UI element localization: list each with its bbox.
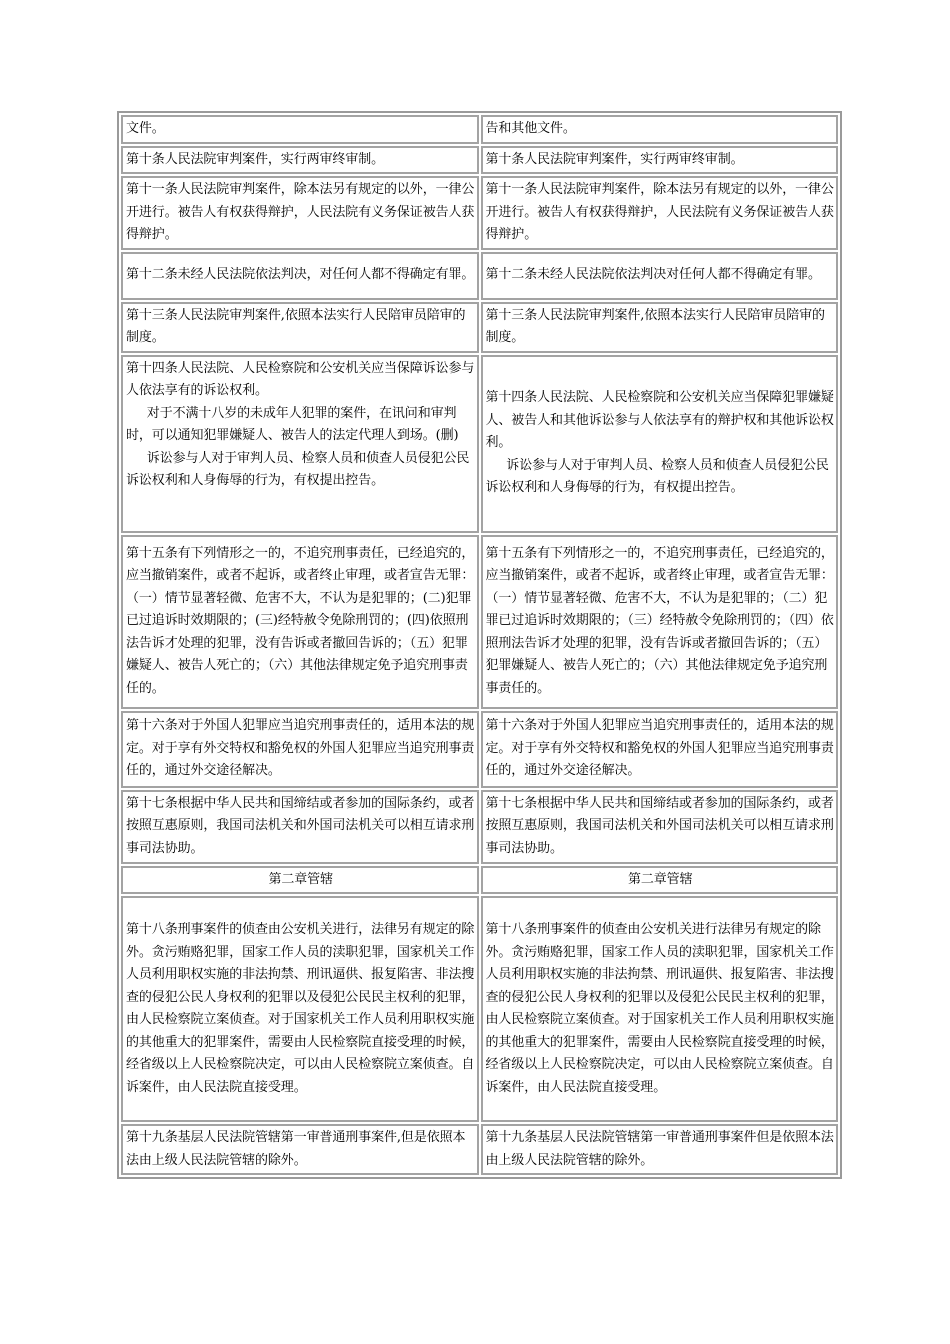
cell-text: 文件。 [126,121,165,136]
left-cell [121,896,479,1122]
cell-text: 第十六条对于外国人犯罪应当追究刑事责任的，适用本法的规定。对于享有外交特权和豁免权的外国人犯罪应当追究刑事责任的，通过外交途径解决。 [126,718,475,779]
table-row [121,790,838,864]
cell-text: 诉讼参与人对于审判人员、检察人员和侦查人员侵犯公民诉讼权利和人身侮辱的行为，有权提出控告。 [126,450,470,488]
cell-text: 第十五条有下列情形之一的，不追究刑事责任，已经追究的，应当撤销案件，或者不起诉，或者终止审理，或者宣告无罪：（一）情节显著轻微、危害不大，不认为是犯罪的；(二)犯罪已过追诉时效期限的；(三)经特赦令免除刑罚的；(四)依照刑法告诉才处理的犯罪，没有告诉或者撤回告诉的；（五）犯罪嫌疑人、被告人死亡的；（六）其他法律规定免予追究刑事责任的。 [126,545,475,696]
right-cell [481,866,839,895]
chapter-heading: 第二章管辖 [268,871,333,887]
cell-text: 第十八条刑事案件的侦查由公安机关进行法律另有规定的除外。贪污贿赂犯罪，国家工作人员的渎职犯罪，国家机关工作人员利用职权实施的非法拘禁、刑讯逼供、报复陷害、非法搜查的侵犯公民人身权利的犯罪以及侵犯公民民主权利的犯罪，由人民检察院立案侦查。对于国家机关工作人员利用职权实施的其他重大的犯罪案件，需要由人民检察院直接受理的时候，经省级以上人民检察院决定，可以由人民检察院立案侦查。自诉案件，由人民法院直接受理。 [485,922,834,1095]
right-cell [481,790,839,864]
left-cell [121,355,479,533]
cell-text: 第十一条人民法院审判案件，除本法另有规定的以外，一律公开进行。被告人有权获得辩护，人民法院有义务保证被告人获得辩护。 [485,182,834,242]
left-cell [121,302,479,353]
left-cell [121,866,479,895]
table-row [121,711,838,788]
cell-text: 第十三条人民法院审判案件,依照本法实行人民陪审员陪审的制度。 [126,307,466,345]
cell-text: 对于不满十八岁的未成年人犯罪的案件，在讯问和审判时，可以通知犯罪嫌疑人、被告人的法定代理人到场。(删) [126,405,459,443]
left-cell [121,535,479,709]
chapter-heading-row [121,866,838,895]
right-cell [481,302,839,353]
table-row [121,302,838,353]
table-row [121,252,838,300]
cell-text: 第十三条人民法院审判案件,依照本法实行人民陪审员陪审的制度。 [485,307,825,345]
left-cell [121,711,479,788]
cell-text: 第十七条根据中华人民共和国缔结或者参加的国际条约，或者按照互惠原则，我国司法机关和外国司法机关可以相互请求刑事司法协助。 [126,795,475,856]
left-cell [121,115,479,144]
cell-text: 第十一条人民法院审判案件，除本法另有规定的以外，一律公开进行。被告人有权获得辩护，人民法院有义务保证被告人获得辩护。 [126,182,475,242]
table-row [121,535,838,709]
cell-text: 第十七条根据中华人民共和国缔结或者参加的国际条约，或者按照互惠原则，我国司法机关和外国司法机关可以相互请求刑事司法协助。 [485,795,834,856]
left-cell [121,1124,479,1175]
cell-text: 诉讼参与人对于审判人员、检察人员和侦查人员侵犯公民诉讼权利和人身侮辱的行为，有权提出控告。 [485,457,829,496]
right-cell [481,535,839,709]
cell-text: 第十四条人民法院、人民检察院和公安机关应当保障诉讼参与人依法享有的诉讼权利。 [126,360,475,398]
chapter-heading: 第二章管辖 [627,871,693,887]
cell-text: 第十八条刑事案件的侦查由公安机关进行，法律另有规定的除外。贪污贿赂犯罪，国家工作人员的渎职犯罪，国家机关工作人员利用职权实施的非法拘禁、刑讯逼供、报复陷害、非法搜查的侵犯公民人身权利的犯罪以及侵犯公民民主权利的犯罪，由人民检察院立案侦查。对于国家机关工作人员利用职权实施的其他重大的犯罪案件，需要由人民检察院直接受理的时候，经省级以上人民检察院决定，可以由人民检察院立案侦查。自诉案件，由人民法院直接受理。 [126,922,475,1095]
cell-text: 第十五条有下列情形之一的，不追究刑事责任，已经追究的，应当撤销案件，或者不起诉，或者终止审理，或者宣告无罪：（一）情节显著轻微、危害不大，不认为是犯罪的；（二）犯罪已过追诉时效期限的；（三）经特赦令免除刑罚的；（四）依照刑法告诉才处理的犯罪，没有告诉或者撤回告诉的；（五）犯罪嫌疑人、被告人死亡的；（六）其他法律规定免予追究刑事责任的。 [485,545,834,696]
cell-text: 第十六条对于外国人犯罪应当追究刑事责任的，适用本法的规定。对于享有外交特权和豁免权的外国人犯罪应当追究刑事责任的，通过外交途径解决。 [485,718,834,779]
cell-text: 第十九条基层人民法院管辖第一审普通刑事案件但是依照本法由上级人民法院管辖的除外。 [485,1130,834,1168]
table-row [121,115,838,144]
table-row [121,1124,838,1175]
cell-text: 第十条人民法院审判案件，实行两审终审制。 [126,151,385,167]
table-row [121,355,838,533]
cell-text: 第十九条基层人民法院管辖第一审普通刑事案件,但是依照本法由上级人民法院管辖的除外。 [126,1130,466,1168]
left-cell [121,176,479,250]
cell-text: 第十四条人民法院、人民检察院和公安机关应当保障犯罪嫌疑人、被告人和其他诉讼参与人依法享有的辩护权和其他诉讼权利。 [485,390,834,451]
left-cell [121,252,479,300]
left-cell [121,790,479,864]
cell-text: 第十条人民法院审判案件，实行两审终审制。 [485,151,744,167]
cell-text: 告和其他文件。 [485,121,576,136]
table-row [121,176,838,250]
right-cell [481,252,839,300]
left-cell [121,146,479,175]
right-cell [481,176,839,250]
right-cell [481,115,839,144]
right-cell [481,896,839,1122]
cell-text: 第十二条未经人民法院依法判决对任何人都不得确定有罪。 [485,267,821,283]
cell-text: 第十二条未经人民法院依法判决，对任何人都不得确定有罪。 [126,267,475,283]
comparison-table [117,111,842,1179]
table-row [121,146,838,175]
right-cell [481,711,839,788]
right-cell [481,1124,839,1175]
right-cell [481,146,839,175]
table-row [121,896,838,1122]
right-cell [481,355,839,533]
